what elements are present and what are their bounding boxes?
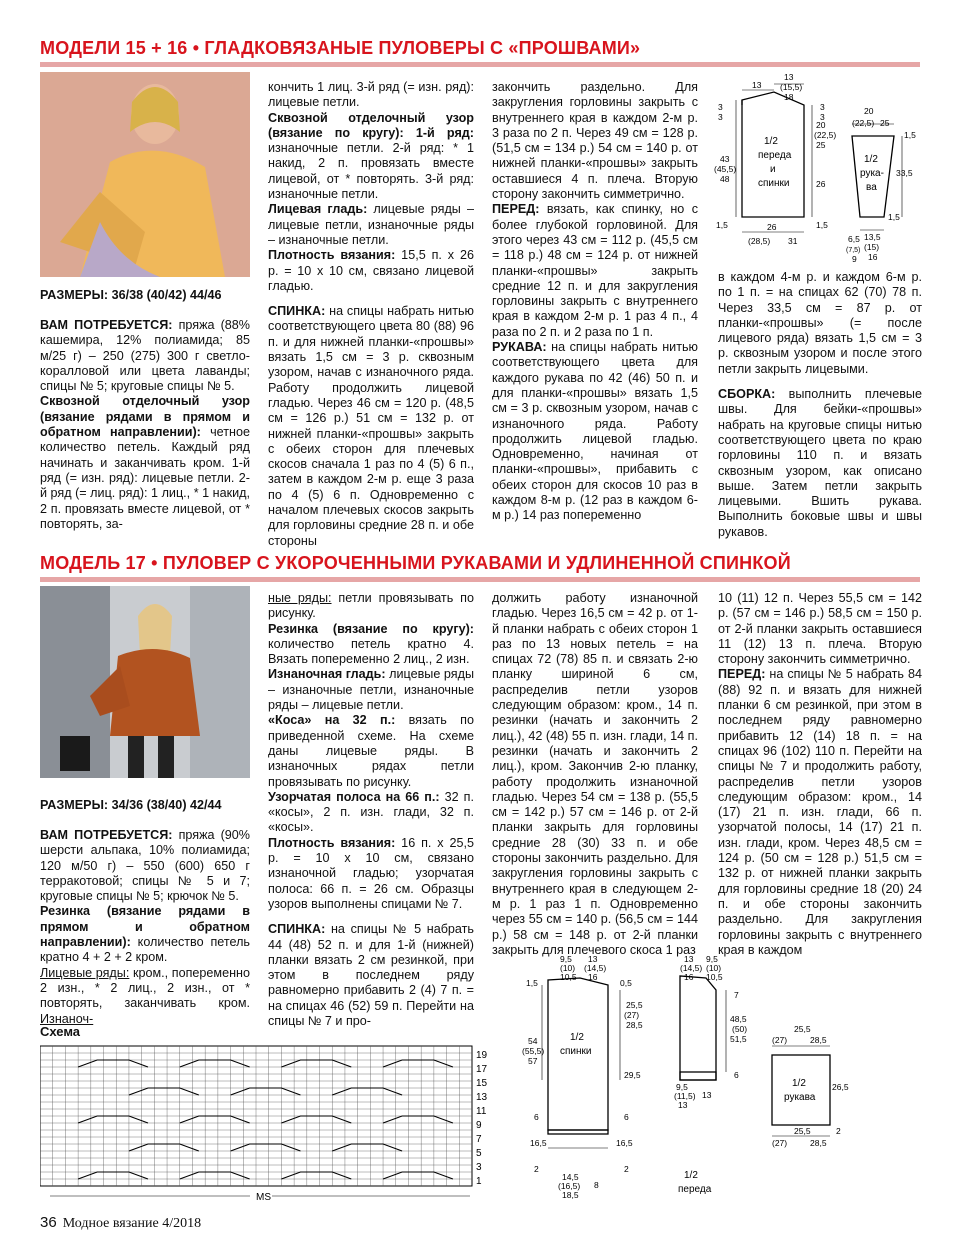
d2-f11: 9,5 [676,1082,688,1092]
d2-b8: 25,5 [626,1000,643,1010]
section2-diagram [520,950,860,1200]
s2c2-p6: СПИНКА: на спицы № 5 набрать 44 (48) 52 п. и для 1-й (нижней) планки вязать 2 см резинкой, при этом в последнем ряду равномерно прибавить 2 (4) 7 п. = на спицах 46 (52) 59 п. Перейти на спицы № 7 и про- [268,922,474,1029]
s1c4-p1: СБОРКА: выполнить плечевые швы. Для бейки-«прошвы» набрать на круговые спицы нитью соответствующего цвета по краю горловины 110 п. и вязать сквозным узором, как описано выше. Затем петли закрыть лицевыми. Вшить рукава. Выполнить боковые швы и швы рукавов. [718,387,922,539]
d2-b19: 2 [534,1164,539,1174]
d2-b10: 28,5 [626,1020,643,1030]
d2-back-label-0: 1/2 [570,1032,584,1043]
d2-f7: 48,5 [730,1014,747,1024]
d2-sleeve-label-0: 1/2 [792,1078,806,1089]
section1-col2 [268,80,474,549]
d2-b15: 6 [534,1112,539,1122]
d2-b24: 8 [594,1180,599,1190]
d2-f5: 10,5 [706,972,723,982]
d1-center-0: 1/2 [764,136,778,147]
d1-sright-1: 33,5 [896,168,913,178]
d1-bottom-2: 31 [788,236,798,246]
d2-s7: 2 [836,1126,841,1136]
model17-photo [40,586,250,778]
d1-center-3: спинки [758,178,790,189]
s1c4-p0: в каждом 4-м р. и каждом 6-м р. по 1 п. = на спицах 62 (70) 78 п. Через 33,5 см = 87 р. от планки-«прошвы» (= после лицевого ряда) вязать 1,5 см = 3 р. сквозным узором и после этого петли закрыть лицевыми. [718,270,922,376]
d2-b17: 16,5 [530,1138,547,1148]
d2-s6: 28,5 [810,1138,827,1148]
s1c1-p0: ВАМ ПОТРЕБУЕТСЯ: пряжа (88% кашемира, 12% полиамида; 85 м/25 г) – 250 (275) 300 г светло-коралловой или цвета лаванды; спицы № 5; круговые спицы № 5. [40,318,251,394]
d1-left-2: 43 [720,154,730,164]
schema-row-number: 13 [476,1091,488,1103]
d2-f9: 51,5 [730,1034,747,1044]
d1-sright-0: 1,5 [904,130,916,140]
s1c2-p3: Плотность вязания: 15,5 п. х 26 р. = 10 х 10 см, связано лицевой гладью. [268,248,474,293]
s2c1-p2: Лицевые ряды: кром., попеременно 2 изн., * 2 лиц., 2 изн., от * повторять, заканчивать кром. Изнаноч- [40,965,251,1026]
s1c2-p2: Лицевая гладь: лицевые ряды – лицевые петли, изнаночные ряды – изнаночные петли. [268,202,474,247]
d2-s1: (27) [772,1035,788,1045]
section2-col4 [718,591,922,958]
d1-right-1: (22,5) [814,130,837,140]
d2-f2: 16 [684,972,694,982]
d2-b22: (16,5) [558,1181,581,1191]
d1-stop-1: (22,5) [852,118,875,128]
model15-photo [40,72,250,277]
d1-sbot-3: 6,5 [848,234,860,244]
d2-f14: 13 [702,1090,712,1100]
d1-sbot-2: 16 [868,252,878,262]
d2-b20: 2 [624,1164,629,1174]
d2-b5: 16 [588,972,598,982]
s2c1-p0: ВАМ ПОТРЕБУЕТСЯ: пряжа (90% шерсти альпака, 10% полиамида; 120 м/50 г) – 550 (600) 650 г терракотовой; спицы № 5 и 7; круговые спицы № 5; крючок № 5. [40,828,251,904]
schema-row-number: 15 [476,1077,488,1089]
d1-stop-0: 20 [864,106,874,116]
s2c4-p1: ПЕРЕД: на спицы № 5 набрать 84 (88) 92 п. и вязать для нижней планки 6 см резинкой, при этом в последнем ряду равномерно прибавить 12 (14) 18 п. = на спицах 96 (102) 110 п. Перейти на спицы № 7 и продолжить работу, распределив петли узоров следующим образом: кром., 14 (17) 21 п. изн. глади, 66 п. узорчатой полосы, 14 (17) 21 п. изн. глади, кром. Через 48,5 см = 124 р. (50 см = 128 р.) 51,5 см = 132 р. от нижней планки закрыть для горловины средние 18 (20) 24 п. и обе стороны закончить раздельно. Для закругления горловины закрыть с внутреннего края в каждом [718,667,922,957]
d2-b2: 10,5 [560,972,577,982]
s1c2-p1: Сквозной отделочный узор (вязание по кругу): 1-й ряд: изнаночные петли. 2-й ряд: * 1 накид, 2 п. провязать вместе лицевой, от * повторять. 3-й ряд: изнаночные петли. [268,110,474,202]
d2-front-label-1: переда [678,1184,712,1195]
d2-sleeve-label-1: рукава [784,1092,816,1103]
s1c2-p4: СПИНКА: на спицы набрать нитью соответствующего цвета 80 (88) 96 п. и для нижней планки-«прошвы» вязать 1,5 см = 3 р. сквозным узором, начав с изнаночного ряда. Работу продолжить лицевой гладью. Через 46 см = 120 р. (48,5 см = 126 р.) 51 см = 132 р. от нижней планки-«прошвы» закрыть с обеих сторон для плечевых скосов сначала 1 раз по 4 (5) 6 п., затем в каждом 2-м р. еще 3 раза по 4 (5) 6 п. Одновременно с началом плечевых скосов закрыть для горловины средние 28 п. и обе стороны [268,304,474,548]
d2-f12: (11,5) [674,1091,696,1101]
d1-left-1: 3 [718,112,723,122]
d2-f10: 6 [734,1070,739,1080]
d1-right-3: 26 [816,179,826,189]
d1-slabel-1: рука- [860,168,884,179]
s1c3-p2: РУКАВА: на спицы набрать нитью соответствующего цвета для каждого рукава по 42 (46) 50 п. и для планки-«прошвы» вязать 1,5 см = 3 р. сквозным узором, начав с изнаночного ряда. Работу продолжить лицевой гладью. Одновременно, начиная от планки-«прошвы», прибавить с обеих сторон для скосов 10 раз в каждом 8-м р. (12 раз в каждом 6-м р.) 14 раз попеременно [492,340,698,523]
d1-right-4: 3 [820,102,825,112]
section1-col4 [718,270,922,540]
d2-b0: 9,5 [560,954,572,964]
d2-b7: 0,5 [620,978,632,988]
schema-row-number: 9 [476,1119,482,1131]
d2-s5: (27) [772,1138,788,1148]
s1c3-p1: ПЕРЕД: вязать, как спинку, но с более глубокой горловиной. Для этого через 43 см = 112 р. (45,5 см = 118 р.) 48 см = 124 р. от нижней планки-«прошвы» закрыть средние 12 п. и для закругления горловины закрыть с внутреннего края в каждом 2-м р. 1 раз 4 п., 4 раза по 2 п. и 2 раза по 1 п. [492,202,698,339]
schema-row-number: 7 [476,1133,482,1145]
d1-left-3: (45,5) [714,164,737,174]
d2-s0: 25,5 [794,1024,811,1034]
d1-center-1: переда [758,150,792,161]
d1-left-0: 3 [718,102,723,112]
d1-sbot-5: 9 [852,254,857,264]
d2-s3: 26,5 [832,1082,849,1092]
schema-row-number: 5 [476,1147,482,1159]
section1-diagram [712,72,922,272]
d1-right-5: 3 [820,112,825,122]
schema-row-number: 1 [476,1175,482,1187]
s2c2-p0: ные ряды: петли провязывать по рисунку. [268,591,474,621]
cable-schema [40,1042,500,1206]
section2-col2 [268,591,474,1029]
d2-b4: (14,5) [584,963,607,973]
d2-b11: 54 [528,1036,538,1046]
s2c1-p1: Резинка (вязание рядами в прямом и обратном направлении): количество петель кратно 4 + 2 + 2 кром. [40,904,250,965]
section2-col1 [40,828,250,1027]
d1-left-5: 1,5 [716,220,728,230]
d1-top-1: 13 [784,72,794,82]
s2c4-p0: 10 (11) 12 п. Через 55,5 см = 142 р. (57 см = 146 р.) 58,5 см = 150 р. от 2-й планки закрыть оставшиеся 11 (12) 13 п. плеча. Вторую сторону закончить симметрично. [718,591,922,667]
d1-stop-2: 25 [880,118,890,128]
schema-row-number: 17 [476,1063,488,1075]
magazine-name: Модное вязание 4/2018 [62,1216,202,1231]
schema-row-number: 11 [476,1105,487,1117]
d2-f4: (10) [706,963,722,973]
d1-right-2: 25 [816,140,826,150]
section2-header: МОДЕЛЬ 17 • ПУЛОВЕР С УКОРОЧЕННЫМИ РУКАВАМИ И УДЛИНЕННОЙ СПИНКОЙ [40,553,791,573]
d2-s4: 25,5 [794,1126,811,1136]
d2-back-label-1: спинки [560,1046,592,1057]
s2c3-p0: должить работу изнаночной гладью. Через 16,5 см = 42 р. от 1-й планки набрать с обеих сторон 1 раз по 13 новых петель = на спицах 72 (78) 85 п. и связать 2-ю планку шириной 6 см, распределив петли узоров следующим образом: кром., 14 п. резинки (начать и закончить 2 лиц.), 42 (48) 55 п. изн. глади, 14 п. резинки (начать и закончить 2 лиц.), кром. Закончив 2-ю планку, работу продолжить изнаночной гладью. Через 54 см = 138 р. (55,5 см = 142 р.) 57 см = 146 р. от 2-й планки закрыть для горловины средние 28 (30) 33 п. и обе стороны закончить раздельно. Для закругления горловины закрыть с внутреннего края в следующем 2-м р. 1 раз 1 п. Одновременно через 55 см = 140 р. (56,5 см = 144 р.) 58 см = 148 р. от 2-й планки закрыть для плечевого скоса 1 раз [492,591,698,957]
section2-col3 [492,591,698,958]
section2-sizes: РАЗМЕРЫ: 34/36 (38/40) 42/44 [40,798,222,812]
d1-sbot-0: 13,5 [864,232,881,242]
schema-row-number: 19 [476,1049,488,1061]
d1-slabel-2: ва [866,182,877,193]
d1-sright-2: 1,5 [888,212,900,222]
schema-title: Схема [40,1024,81,1039]
d2-f8: (50) [732,1024,748,1034]
d2-b9: (27) [624,1010,640,1020]
d2-b12: (55,5) [522,1046,545,1056]
d2-b6: 1,5 [526,978,538,988]
s1c2-p0: кончить 1 лиц. 3-й ряд (= изн. ряд): лицевые петли. [268,80,474,110]
d1-bottom-0: 26 [767,222,777,232]
s2c2-p3: «Коса» на 32 п.: вязать по приведенной схеме. На схеме даны лицевые ряды. В изнаночных рядах петли провязывать по рисунку. [268,713,474,789]
page-footer [40,1214,201,1232]
s1c1-p1: Сквозной отделочный узор (вязание рядами в прямом и обратном направлении): четное количество петель. Каждый ряд начинать и заканчивать кром. 1-й ряд (= изн. ряд): лицевые петли. 2-й ряд (= лиц. ряд): 1 лиц., * 1 накид, 2 п. провязать вместе лицевой, от * повторять, за- [40,394,250,531]
d2-front-label-0: 1/2 [684,1170,698,1181]
section2-header-rule [40,577,920,582]
d2-b21: 14,5 [562,1172,579,1182]
d1-sbot-1: (15) [864,242,880,252]
s2c2-p1: Резинка (вязание по кругу): количество петель кратно 4. Вязать попеременно 2 лиц., 2 изн. [268,621,474,667]
page-number: 36 [40,1214,57,1231]
d2-f3: 9,5 [706,954,718,964]
d2-b16: 6 [624,1112,629,1122]
d2-b23: 18,5 [562,1190,579,1200]
section1-col3 [492,80,698,524]
s1c3-p0: закончить раздельно. Для закругления горловины закрыть с внутреннего края в каждом 2-м р. 3 раза по 2 п. Через 49 см = 128 р. (51,5 см = 134 р.) 54 см = 140 р. от нижней планки-«прошвы» закрыть оставшиеся 4 п. плеча. Вторую сторону закончить симметрично. [492,80,698,202]
d2-f6: 7 [734,990,739,1000]
d1-center-2: и [770,164,776,175]
d2-f13: 13 [678,1100,688,1110]
section1-header-rule [40,62,920,67]
d1-sbot-4: (7,5) [846,247,861,254]
d1-bottom-1: (28,5) [748,236,771,246]
d2-b3: 13 [588,954,598,964]
d1-top-0: 13 [752,80,762,90]
s2c2-p2: Изнаночная гладь: лицевые ряды – изнаночные петли, изнаночные ряды – лицевые петли. [268,667,474,713]
s2c2-p5: Плотность вязания: 16 п. х 25,5 р. = 10 х 10 см, связано изнаночной гладью; узорчатая полоса: 66 п. = 26 см. Образцы узоров выполнены спицами № 7. [268,835,474,911]
d1-top-3: 18 [784,92,794,102]
d1-slabel-0: 1/2 [864,154,878,165]
d2-f0: 13 [684,954,694,964]
section1-header: МОДЕЛИ 15 + 16 • ГЛАДКОВЯЗАНЫЕ ПУЛОВЕРЫ С «ПРОШВАМИ» [40,38,641,58]
d2-b18: 16,5 [616,1138,633,1148]
s2c2-p4: Узорчатая полоса на 66 п.: 32 п. «косы», 2 п. изн. глади, 32 п. «косы». [268,789,474,835]
schema-ms-label: MS [256,1192,271,1203]
section1-col1 [40,318,250,532]
d2-b13: 57 [528,1056,538,1066]
d1-right-6: 1,5 [816,220,828,230]
d2-b14: 29,5 [624,1070,641,1080]
d1-top-2: (15,5) [780,82,803,92]
d2-b1: (10) [560,963,576,973]
schema-row-number: 3 [476,1161,482,1173]
d2-s2: 28,5 [810,1035,827,1045]
d1-left-4: 48 [720,174,730,184]
section1-sizes: РАЗМЕРЫ: 36/38 (40/42) 44/46 [40,288,222,302]
d1-right-0: 20 [816,120,826,130]
d2-f1: (14,5) [680,963,703,973]
